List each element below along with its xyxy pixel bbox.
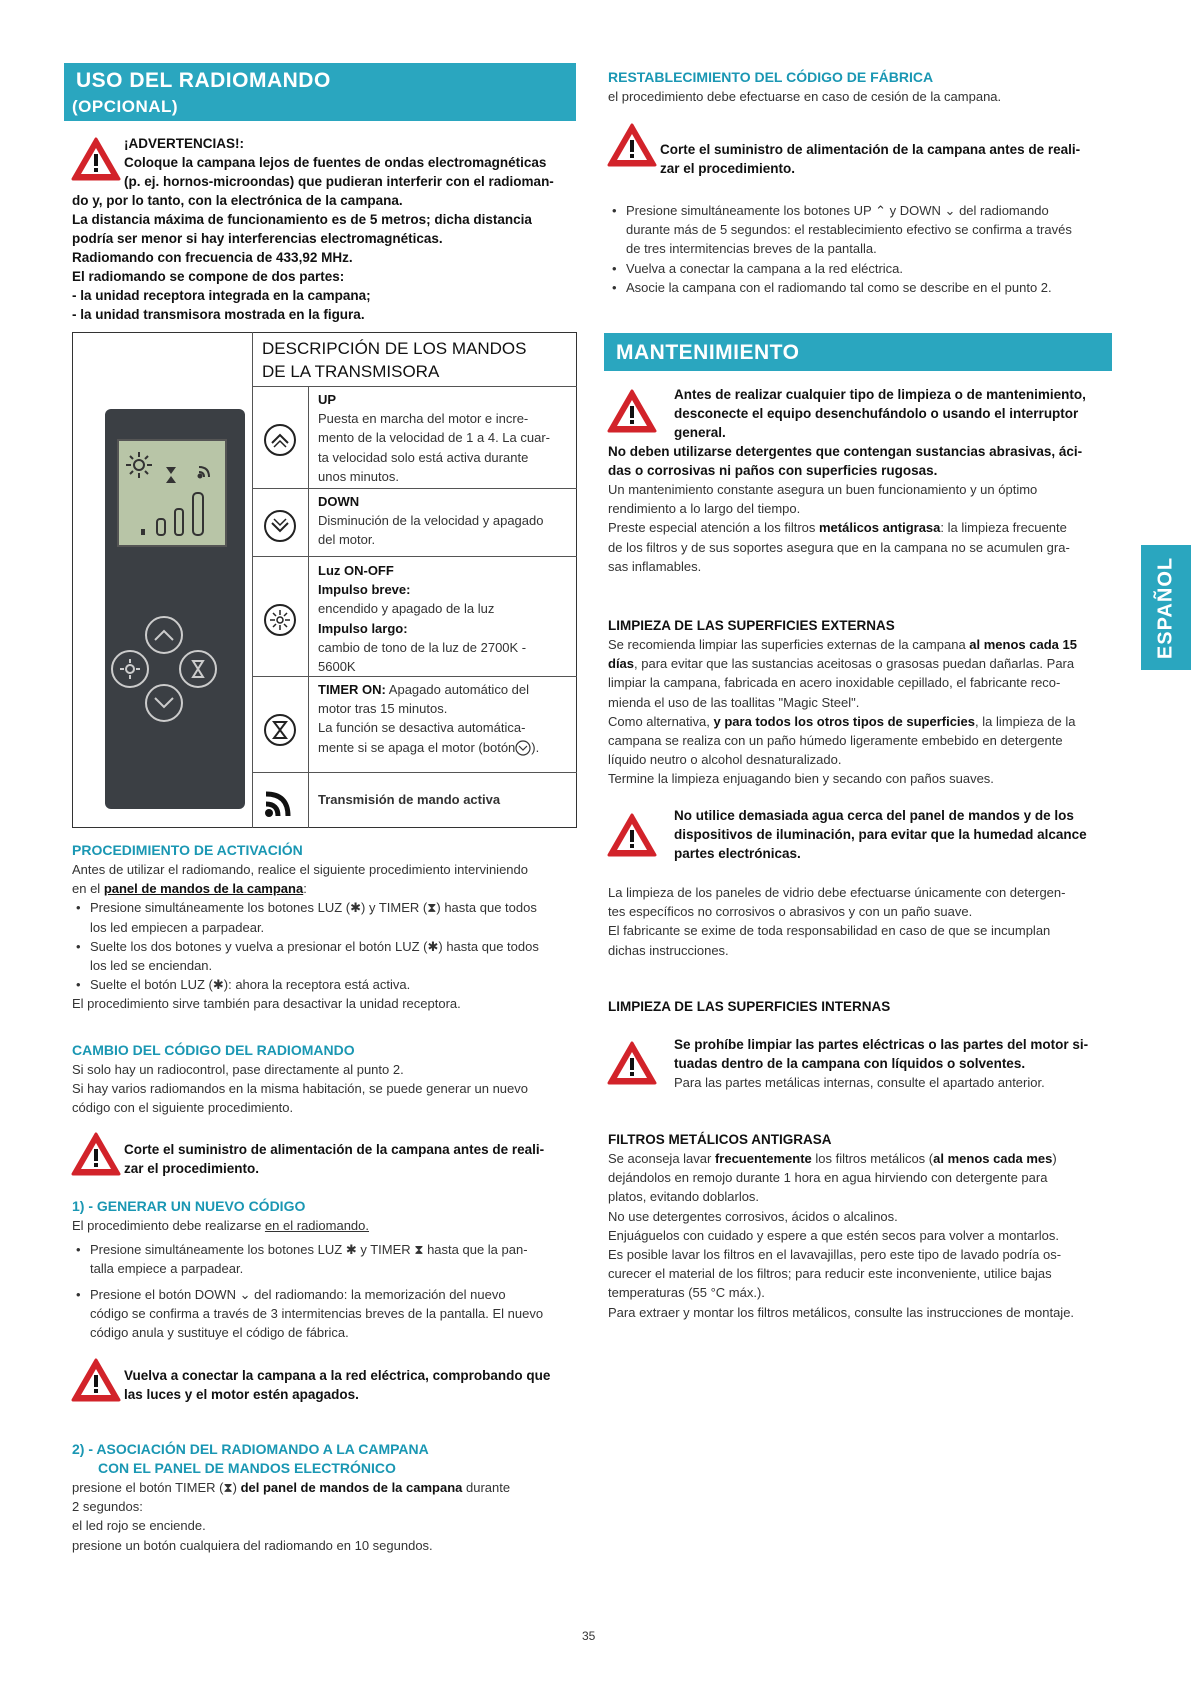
external-cleaning-title: LIMPIEZA DE LAS SUPERFICIES EXTERNAS	[608, 618, 895, 633]
warning-icon	[70, 1131, 122, 1177]
warnings-line: podría ser menor si hay interferencias electromagnéticas.	[72, 231, 443, 246]
warnings-line: do y, por lo tanto, con la electrónica de la campana.	[72, 193, 403, 208]
warnings-line: - la unidad receptora integrada en la campana;	[72, 288, 371, 303]
light-icon: ✱	[427, 938, 439, 954]
signal-icon	[262, 786, 296, 820]
warnings-line: El radiomando se compone de dos partes:	[72, 269, 345, 284]
generate-code-section: 1) - GENERAR UN NUEVO CÓDIGO El procedimiento debe realizarse en el radiomando. • Presione simultáneamente los botones LUZ ✱ y TIMER ⧗ hasta que la pan- talla empiece a parpadear. • Presione el botón DOWN ⌄ del radiomando: la memorización del nuevo código se confirma a través de 3 intermitencias breves de la pantalla. El nuevo código anula y sustituye el código de fábrica.	[72, 1197, 576, 1342]
timer-icon: ⧗	[414, 1242, 424, 1258]
warning-icon	[70, 1357, 122, 1403]
language-tab: ESPAÑOL	[1141, 545, 1191, 670]
page-number: 35	[582, 1629, 596, 1643]
moisture-warning: No utilice demasiada agua cerca del panel de mandos y de los dispositivos de iluminación, para evitar que la humedad alcance partes electrónicas.	[674, 808, 1087, 861]
timer-icon: ⧗	[223, 1480, 233, 1495]
power-warning: Corte el suministro de alimentación de la campana antes de reali- zar el procedimiento.	[124, 1142, 545, 1176]
warnings-line: La distancia máxima de funcionamiento es de 5 metros; dicha distancia	[72, 212, 532, 227]
light-icon	[262, 602, 298, 638]
up-icon	[262, 422, 298, 458]
reconnect-warning: Vuelva a conectar la campana a la red eléctrica, comprobando que las luces y el motor estén apagados.	[124, 1368, 551, 1402]
warning-icon	[606, 1040, 658, 1086]
banner-subtitle: (OPCIONAL)	[72, 97, 179, 116]
remote-down-button	[146, 685, 182, 721]
warning-icon	[606, 122, 658, 168]
reset-section: RESTABLECIMIENTO DEL CÓDIGO DE FÁBRICA el procedimiento debe efectuarse en caso de cesión de la campana.	[608, 68, 1112, 106]
association-title: 2) - ASOCIACIÓN DEL RADIOMANDO A LA CAMPANA	[72, 1441, 429, 1457]
reset-title: RESTABLECIMIENTO DEL CÓDIGO DE FÁBRICA	[608, 69, 934, 85]
warnings-line: Coloque la campana lejos de fuentes de ondas electromagnéticas	[124, 155, 547, 170]
section-banner-mantenimiento	[604, 333, 1112, 371]
generate-code-title: 1) - GENERAR UN NUEVO CÓDIGO	[72, 1198, 306, 1214]
warning-icon	[606, 812, 658, 858]
section-banner-radiomando	[64, 63, 576, 121]
banner-title: USO DEL RADIOMANDO	[76, 69, 331, 92]
maintenance-section: Antes de realizar cualquier tipo de limpieza o de mantenimiento, desconecte el equipo desenchufándolo o usando el interruptor general. No deben utilizarse detergentes que contengan sustancias abrasivas, áci- das o corrosivas ni paños con superficies rugosas. Un mantenimiento constante asegura un buen funcionamiento y un óptimo rendimiento a lo largo del tiempo. Preste especial atención a los filtros metálicos antigrasa: la limpieza frecuente de los filtros y de sus soportes asegura que en la campana no se acumulen gra- sas inflamables.	[608, 387, 1086, 574]
change-code-section: CAMBIO DEL CÓDIGO DEL RADIOMANDO Si solo hay un radiocontrol, pase directamente al punto 2. Si hay varios radiomandos en la misma habitación, se puede generar un nuevo código con el siguiente procedimiento.	[72, 1041, 576, 1118]
internal-cleaning-title: LIMPIEZA DE LAS SUPERFICIES INTERNAS	[608, 999, 891, 1014]
glass-cleaning-text: La limpieza de los paneles de vidrio debe efectuarse únicamente con detergen- tes específicos no corrosivos o abrasivos y con un paño suave. El fabricante se exime de toda responsabilidad en caso de que se incumplan dichas instrucciones.	[608, 885, 1066, 958]
warnings-line: Radiomando con frecuencia de 433,92 MHz.	[72, 250, 353, 265]
light-icon: ✱	[212, 977, 224, 993]
banner-title: MANTENIMIENTO	[616, 341, 800, 364]
remote-up-button	[146, 617, 182, 653]
down-description: DOWN Disminución de la velocidad y apagado del motor.	[318, 494, 544, 548]
filters-title: FILTROS METÁLICOS ANTIGRASA	[608, 1132, 832, 1147]
timer-icon	[262, 712, 298, 748]
remote-control-illustration	[105, 409, 245, 809]
activation-title: PROCEDIMIENTO DE ACTIVACIÓN	[72, 842, 303, 858]
light-icon: ✱	[345, 1242, 357, 1258]
warnings-line: (p. ej. hornos-microondas) que pudieran interferir con el radioman-	[124, 174, 554, 189]
light-description: Luz ON-OFF Impulso breve: encendido y apagado de la luz Impulso largo: cambio de tono de la luz de 2700K - 5600K	[318, 563, 527, 675]
light-icon: ✱	[350, 900, 362, 916]
reset-warning: Corte el suministro de alimentación de la campana antes de reali- zar el procedimiento.	[660, 142, 1081, 176]
remote-light-button	[112, 651, 148, 687]
warnings-heading: ¡ADVERTENCIAS!:	[124, 136, 244, 151]
timer-description: TIMER ON: Apagado automático del motor tras 15 minutos. La función se desactiva automática- mente si se apaga el motor (botón ).	[318, 682, 540, 755]
change-code-title: CAMBIO DEL CÓDIGO DEL RADIOMANDO	[72, 1042, 355, 1058]
association-section: 2) - ASOCIACIÓN DEL RADIOMANDO A LA CAMPANA CON EL PANEL DE MANDOS ELECTRÓNICO presione el botón TIMER (⧗) del panel de mandos de la campana durante 2 segundos: el led rojo se enciende. presione un botón cualquiera del radiomando en 10 segundos.	[72, 1440, 576, 1555]
hourglass-icon	[166, 467, 176, 483]
external-cleaning-section: LIMPIEZA DE LAS SUPERFICIES EXTERNAS Se recomienda limpiar las superficies externas de la campana al menos cada 15 días, para evitar que las sustancias aceitosas o grasosas puedan dañarlas. Para limpiar la campana, fabricada en acero inoxidable cepillado, el fabricante reco- mienda el uso de las toallitas "Magic Steel". Como alternativa, y para todos los otros tipos de superficies, la limpieza de la campana se realiza con un paño húmedo ligeramente embebido en detergente líquido neutro o alcohol desnaturalizado. Termine la limpieza enjuagando bien y secando con paños suaves.	[608, 616, 1112, 789]
timer-icon: ⧗	[427, 900, 437, 916]
down-icon	[262, 508, 298, 544]
reset-steps: • Presione simultáneamente los botones UP ⌃ y DOWN ⌄ del radiomando durante más de 5 segundos: el restablecimiento efectivo se confirma a través de tres intermitencias breves de la pantalla. • Vuelva a conectar la campana a la red eléctrica. • Asocie la campana con el radiomando tal como se describe en el punto 2.	[608, 201, 1112, 297]
filters-section: FILTROS METÁLICOS ANTIGRASA Se aconseja lavar frecuentemente los filtros metálicos (al menos cada mes) dejándolos en remojo durante 1 hora en agua hirviendo con detergente para platos, evitando doblarlos. No use detergentes corrosivos, ácidos o alcalinos. Enjuáguelos con cuidado y espere a que estén secos para volver a montarlos. Es posible lavar los filtros en el lavavajillas, pero este tipo de lavado podría os- curecer el material de los filtros; para reducir este inconveniente, utilice bajas temperaturas (55 °C máx.). Para extraer y montar los filtros metálicos, consulte las instrucciones de montaje.	[608, 1130, 1112, 1322]
table-title: DESCRIPCIÓN DE LOS MANDOS DE LA TRANSMISORA	[262, 339, 527, 381]
signal-icon	[199, 467, 210, 478]
activation-section: PROCEDIMIENTO DE ACTIVACIÓN Antes de utilizar el radiomando, realice el siguiente procedimiento interviniendo en el panel de mandos de la campana: • Presione simultáneamente los botones LUZ (✱) y TIMER (⧗) hasta que todos los led empiecen a parpadear. • Suelte los dos botones y vuelva a presionar el botón LUZ (✱) hasta que todos los led se enciendan. • Suelte el botón LUZ (✱): ahora la receptora está activa. El procedimiento sirve también para desactivar la unidad receptora.	[72, 841, 576, 1014]
remote-display	[117, 439, 227, 547]
down-icon: ⌄	[944, 203, 956, 218]
transmission-description: Transmisión de mando activa	[318, 792, 501, 807]
warnings-block	[72, 134, 576, 324]
down-icon: ⌄	[239, 1286, 251, 1302]
light-icon	[126, 452, 152, 478]
up-icon: ⌃	[875, 203, 886, 218]
internal-cleaning-warning: Se prohíbe limpiar las partes eléctricas o las partes del motor si- tuadas dentro de la campana con líquidos o solventes. Para las partes metálicas internas, consulte el apartado anterior.	[674, 1037, 1089, 1090]
down-icon	[515, 740, 531, 756]
up-description: UP Puesta en marcha del motor e incre- mento de la velocidad de 1 a 4. La cuar- ta velocidad solo está activa durante unos minutos.	[318, 392, 550, 484]
warnings-line: - la unidad transmisora mostrada en la figura.	[72, 307, 365, 322]
